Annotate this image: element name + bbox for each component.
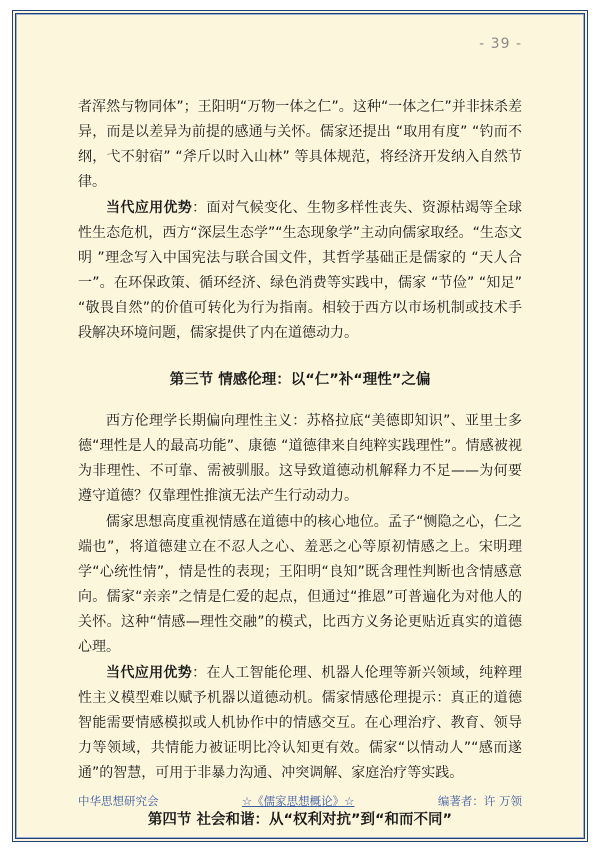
section-heading: 第三节 情感伦理：以“仁”补“理性”之偏 bbox=[169, 372, 431, 388]
paragraph: 西方伦理学长期偏向理性主义：苏格拉底“美德即知识”、亚里士多德“理性是人的最高功能”、康德 “道德律来自纯粹实践理性”。情感被视为非理性、不可靠、需被驯服。这导致道德动机解释力不足——为何要遵守道德？仅靠理性推演无法产生行动动力。 bbox=[78, 413, 522, 504]
footer-book-title: ☆《儒家思想概论》☆ bbox=[241, 794, 355, 808]
paragraph-text: ：面对气候变化、生物多样性丧失、资源枯竭等全球性生态危机，西方“深层生态学”“生态现象学”主动向儒家取经。“生态文明 ”理念写入中国宪法与联合国文件，其哲学基础正是儒家的 “天人合一”。在环保政策、循环经济、绿色消费等实践中，儒家 “节俭” “知足” “敬畏自然”的价值可转化为行为指南。相较于西方以市场机制或技术手段解决环境问题，儒家提供了内在道德动力。 bbox=[78, 200, 523, 341]
footer-organization: 中华思想研究会 bbox=[78, 794, 159, 808]
page-number: - 39 - bbox=[479, 36, 522, 52]
paragraph bbox=[78, 661, 522, 786]
document-body bbox=[78, 95, 522, 849]
page-footer bbox=[78, 793, 522, 809]
paragraph-text: ：在人工智能伦理、机器人伦理等新兴领域，纯粹理性主义模型难以赋予机器以道德动机。儒家情感伦理提示：真正的道德智能需要情感模拟或人机协作中的情感交互。在心理治疗、教育、领导力等领域，共情能力被证明比冷认知更有效。儒家“以情动人”“感而遂通”的智慧，可用于非暴力沟通、冲突调解、家庭治疗等实践。 bbox=[78, 665, 523, 781]
footer-author: 编著者：许 万领 bbox=[437, 794, 522, 808]
paragraph: 者浑然与物同体”；王阳明“万物一体之仁”。这种“一体之仁”并非抹杀差异，而是以差异为前提的感通与关怀。儒家还提出 “取用有度” “钓而不纲，弋不射宿” “斧斤以时入山林” 等具体规范，将经济开发纳入自然节律。 bbox=[78, 99, 522, 190]
paragraph-label: 当代应用优势 bbox=[106, 665, 193, 681]
section-heading: 第四节 社会和谐：从“权利对抗”到“和而不同” bbox=[147, 812, 453, 828]
paragraph-label: 当代应用优势 bbox=[106, 200, 193, 216]
paragraph: 儒家思想高度重视情感在道德中的核心地位。孟子“恻隐之心，仁之端也”，将道德建立在不忍人之心、羞恶之心等原初情感之上。宋明理学“心统性情”，情是性的表现；王阳明“良知”既含理性判断也含情感意向。儒家“亲亲”之情是仁爱的起点，但通过“推恩”可普遍化为对他人的关怀。这种“情感—理性交融”的模式，比西方义务论更贴近真实的道德心理。 bbox=[78, 514, 522, 655]
paragraph bbox=[78, 196, 522, 346]
